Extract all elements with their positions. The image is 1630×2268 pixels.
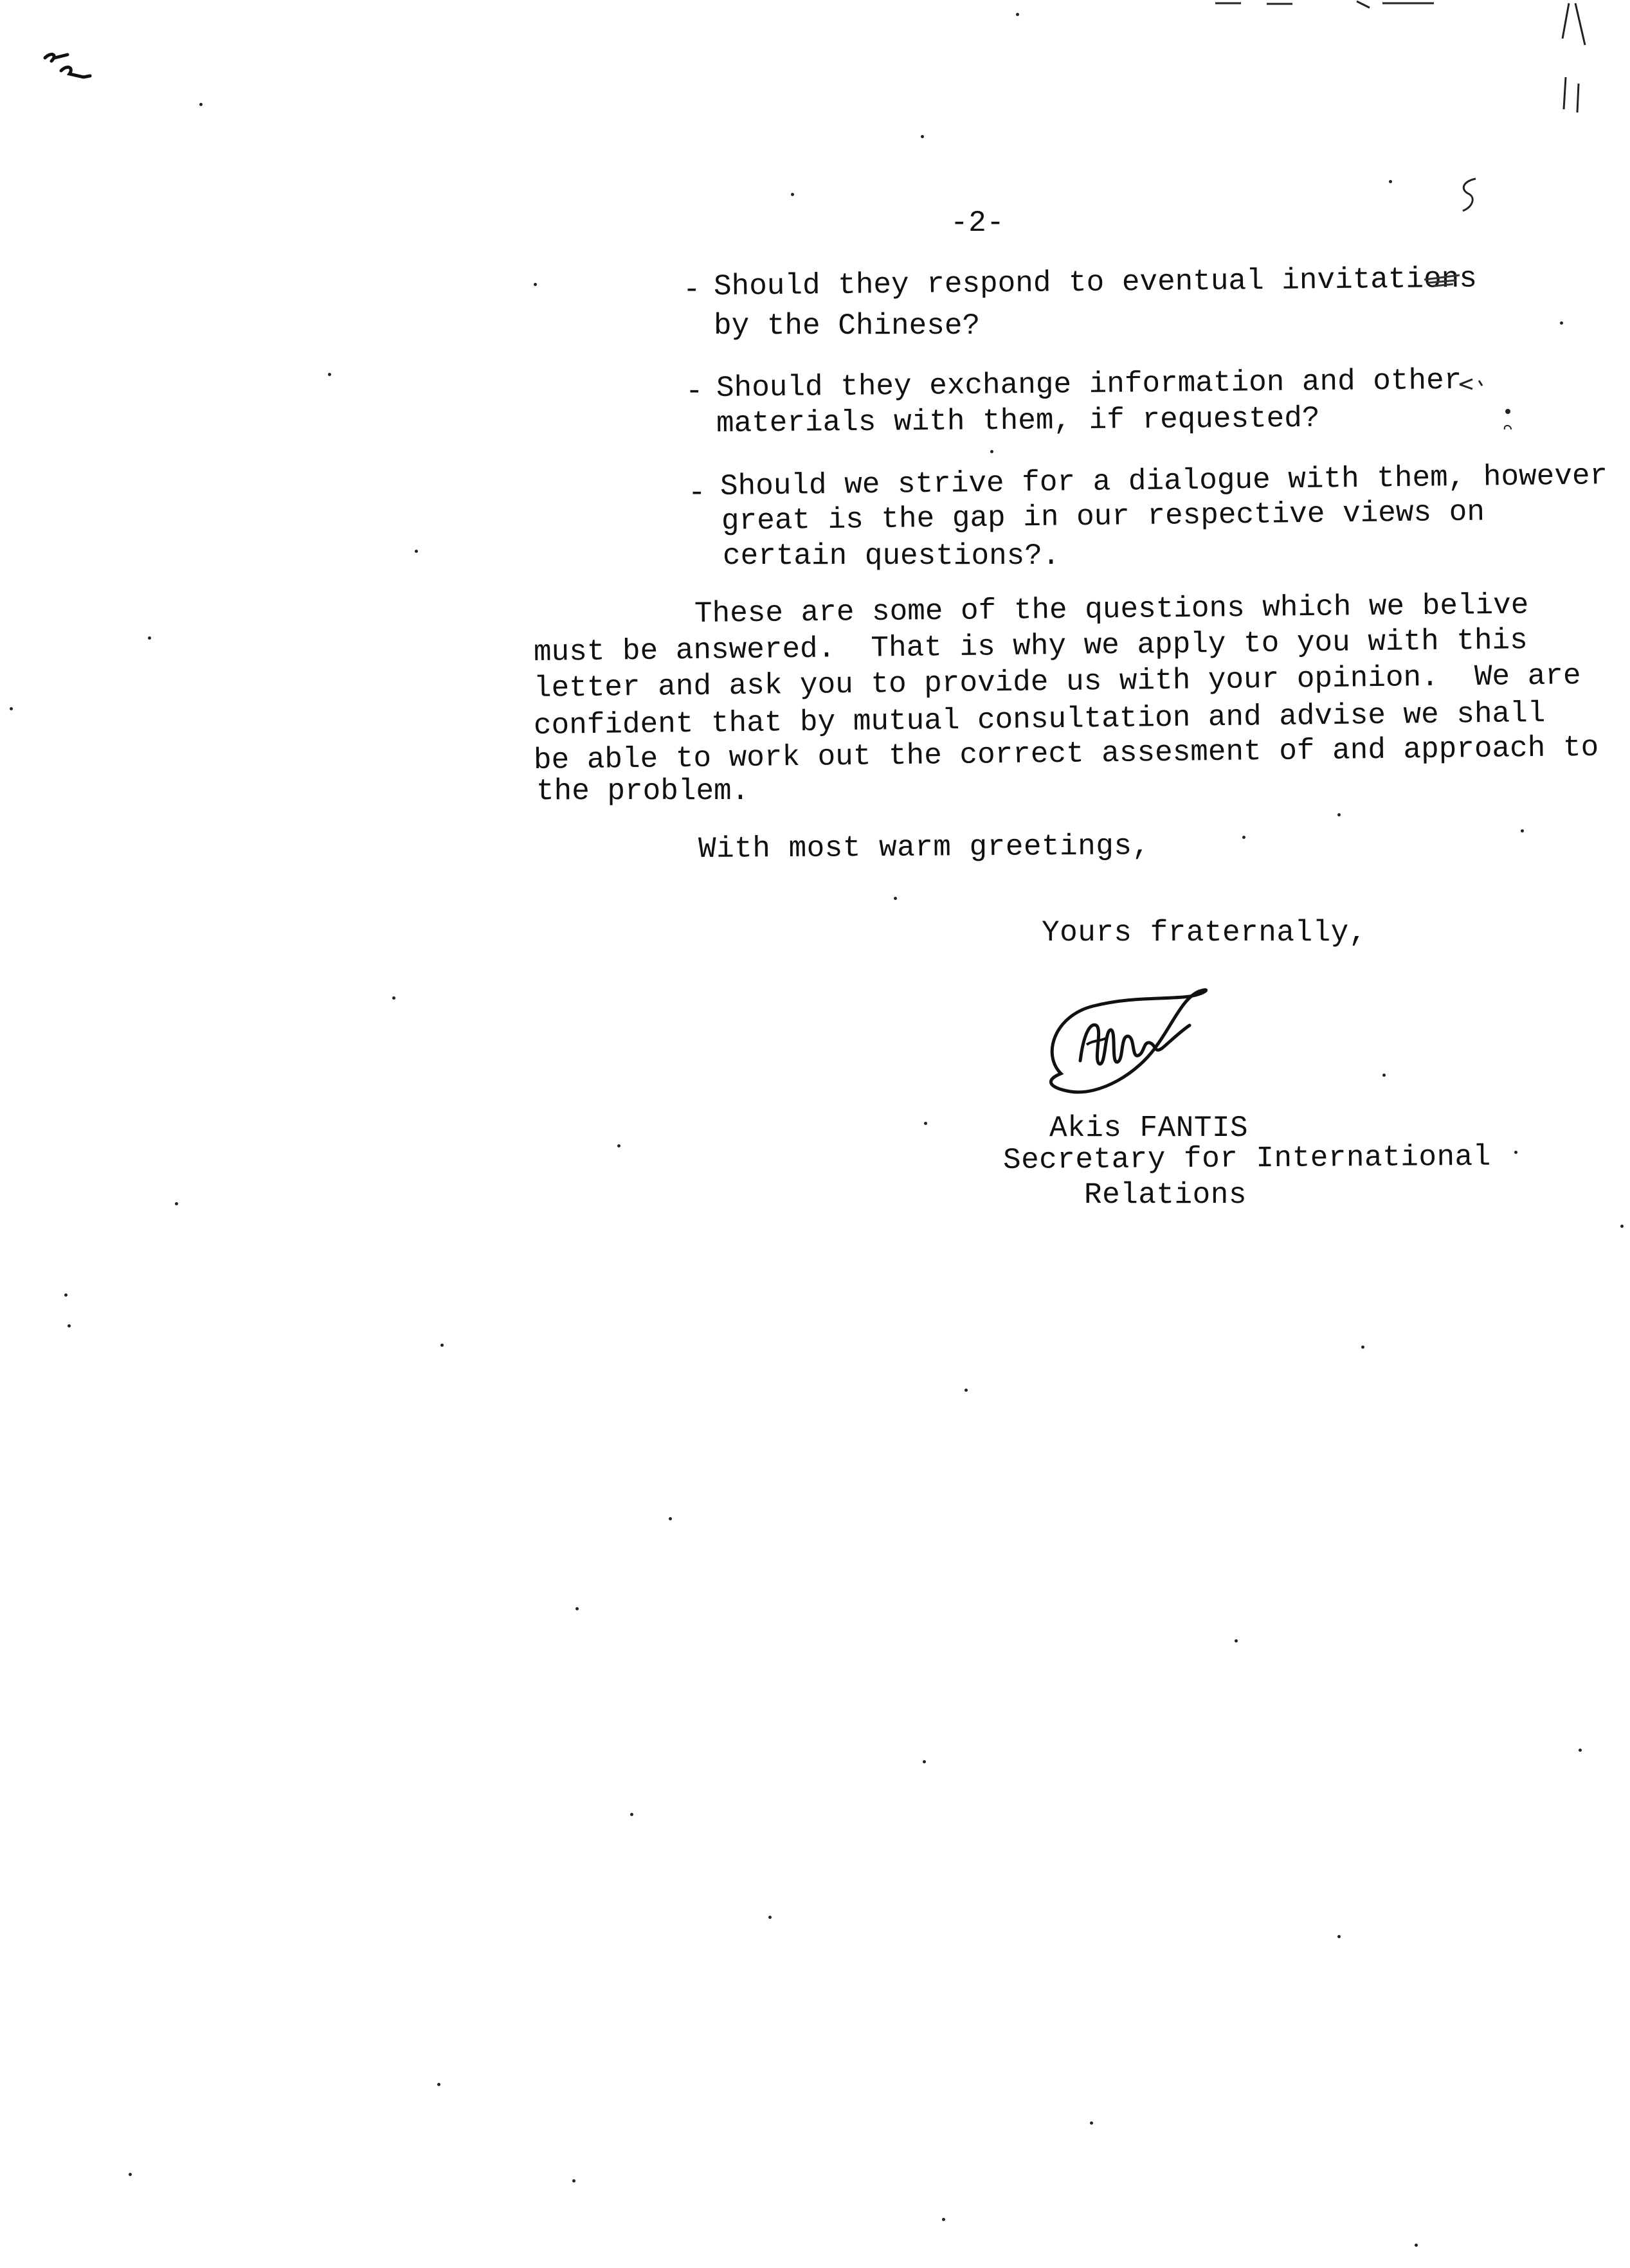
scan-speck (534, 283, 537, 286)
scan-speck (148, 636, 151, 640)
scan-speck (791, 193, 794, 196)
paragraph-line: confident that by mutual consultation and advise we shall (533, 696, 1546, 742)
scan-speck (572, 2179, 575, 2182)
page-number: -2- (950, 206, 1005, 240)
paragraph-line: These are some of the questions which we belive (694, 588, 1529, 631)
scan-speck (1514, 1151, 1517, 1154)
scan-speck (1579, 1749, 1582, 1752)
scan-speck (68, 1324, 71, 1328)
scan-speck (923, 1760, 926, 1763)
scan-speck (1415, 2244, 1418, 2247)
scan-speck (990, 450, 993, 453)
signature-image (1035, 984, 1222, 1112)
scan-speck (1560, 321, 1563, 325)
signer-name: Akis FANTIS (1049, 1112, 1249, 1145)
scan-speck (924, 1122, 927, 1125)
scan-speck (575, 1607, 579, 1610)
paragraph-line: the problem. (536, 775, 750, 808)
scan-speck (415, 550, 418, 553)
bullet-line: great is the gap in our respective views on (721, 495, 1485, 538)
scan-speck (942, 2218, 945, 2221)
bullet-dash: - (685, 375, 703, 408)
signer-title: Secretary for International (1002, 1140, 1491, 1177)
scan-speck (921, 135, 924, 138)
signer-title-continued: Relations (1084, 1178, 1247, 1212)
scan-speck (617, 1144, 620, 1148)
bullet-line: Should they respond to eventual invitations (713, 262, 1478, 303)
scan-speck (1521, 829, 1524, 833)
scan-speck (1242, 836, 1245, 839)
closing: Yours fraternally, (1042, 916, 1367, 950)
margin-scribble-mark (1498, 405, 1517, 437)
bullet-line: Should they exchange information and other (716, 363, 1462, 405)
scan-speck (129, 2173, 132, 2176)
scan-speck (768, 1916, 772, 1919)
scan-speck (1389, 180, 1392, 183)
scan-speck (1382, 1074, 1386, 1077)
bullet-line: materials with them, if requested? (716, 401, 1320, 440)
scan-speck (630, 1813, 633, 1816)
margin-scribble-mark (1421, 270, 1466, 289)
paragraph-line: letter and ask you to provide us with your opinion. We are (533, 659, 1581, 705)
scan-speck (1090, 2121, 1093, 2125)
scan-speck (1337, 1935, 1341, 1938)
scan-speck (440, 1344, 444, 1347)
bullet-dash: - (683, 273, 701, 307)
scan-speck (894, 897, 897, 900)
margin-scribble-mark (39, 45, 116, 96)
margin-scribble-mark (1215, 0, 1460, 13)
paragraph-line: be able to work out the correct assesment of and approach to (533, 730, 1599, 777)
margin-scribble-mark (1453, 174, 1485, 219)
bullet-line: certain questions?. (723, 539, 1060, 573)
bullet-dash: - (688, 476, 706, 510)
scan-speck (964, 1389, 968, 1392)
bullet-line: by the Chinese? (714, 309, 981, 343)
scan-speck (199, 103, 203, 106)
scan-speck (328, 373, 331, 376)
bullet-line: Should we strive for a dialogue with them, however (720, 459, 1608, 503)
scan-speck (1337, 813, 1341, 816)
scan-speck (1235, 1639, 1238, 1643)
greeting: With most warm greetings, (698, 829, 1150, 866)
scan-speck (669, 1517, 672, 1520)
margin-scribble-mark (1456, 373, 1489, 399)
scan-speck (1361, 1346, 1364, 1349)
margin-scribble-mark (1556, 0, 1595, 116)
scan-speck (10, 707, 13, 710)
scan-speck (175, 1202, 178, 1205)
paragraph-line: must be answered. That is why we apply to you with this (533, 624, 1528, 669)
scan-speck (392, 996, 395, 1000)
scan-speck (64, 1293, 68, 1297)
scan-speck (437, 2083, 440, 2086)
scan-speck (1620, 1225, 1624, 1228)
scan-speck (1016, 13, 1019, 16)
